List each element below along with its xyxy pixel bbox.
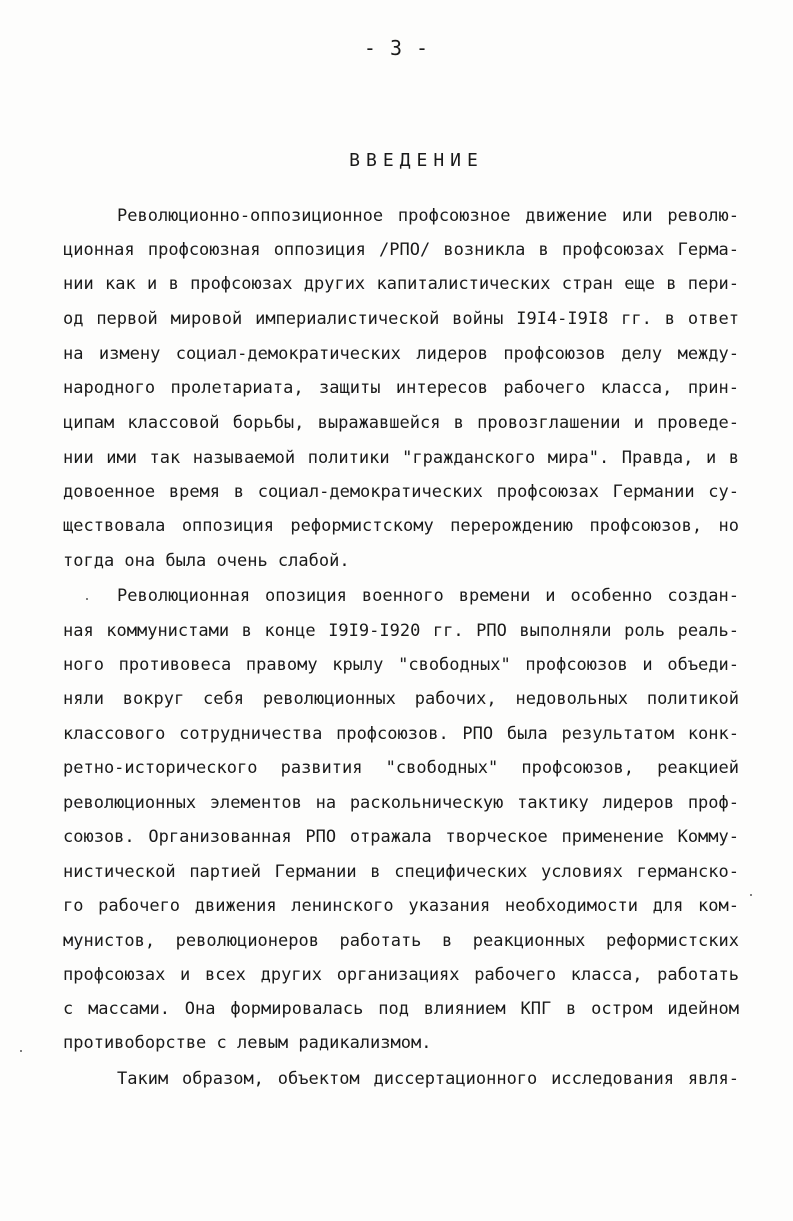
text-line: классового сотрудничества профсоюзов. РПО была результатом конк- (63, 724, 739, 744)
text-line: профсоюзах и всех других организациях рабочего класса, работать (63, 965, 739, 985)
text-line: с массами. Она формировалась под влиянием КПГ в остром идейном (63, 999, 739, 1019)
text-line: од первой мировой империалистической войны I9I4-I9I8 гг. в ответ (63, 309, 739, 329)
scan-speck (20, 1050, 22, 1052)
text-line: на измену социал-демократических лидеров профсоюзов делу между- (63, 344, 739, 364)
scan-speck (750, 894, 752, 896)
text-line: довоенное время в социал-демократических профсоюзах Германии су- (63, 482, 739, 502)
text-line: няли вокруг себя революционных рабочих, недовольных политикой (63, 689, 739, 709)
text-line: нии ими так называемой политики "гражданского мира". Правда, и в (63, 448, 739, 468)
text-line: Революционно-оппозиционное профсоюзное движение или револю- (117, 206, 739, 226)
text-line: мунистов, революционеров работать в реакционных реформистских (63, 931, 739, 951)
text-line: ществовала оппозиция реформистскому перерождению профсоюзов, но (63, 516, 739, 536)
text-line: ципам классовой борьбы, выражавшейся в провозглашении и проведе- (63, 413, 739, 433)
scan-speck (86, 598, 88, 600)
page-number: - 3 - (363, 36, 430, 60)
text-line: Таким образом, объектом диссертационного исследования явля- (117, 1069, 739, 1089)
text-line: ционная профсоюзная оппозиция /РПО/ возникла в профсоюзах Герма- (63, 240, 739, 260)
text-line: ная коммунистами в конце I9I9-I920 гг. РПО выполняли роль реаль- (63, 621, 739, 641)
text-line: ретно-исторического развития "свободных" профсоюзов, реакцией (63, 758, 739, 778)
text-line: нии как и в профсоюзах других капиталистических стран еще в пери- (63, 274, 739, 294)
text-line: тогда она была очень слабой. (63, 551, 350, 571)
text-line: го рабочего движения ленинского указания необходимости для ком- (63, 896, 739, 916)
text-line: Революционная опозиция военного времени и особенно создан- (117, 586, 739, 606)
text-line: нистической партией Германии в специфических условиях германско- (63, 862, 739, 882)
text-line: революционных элементов на раскольническую тактику лидеров проф- (63, 793, 739, 813)
text-line: ного противовеса правому крылу "свободных" профсоюзов и объеди- (63, 655, 739, 675)
text-line: союзов. Организованная РПО отражала творческое применение Комму- (63, 827, 739, 847)
section-heading: ВВЕДЕНИЕ (349, 150, 484, 171)
text-line: противоборстве с левым радикализмом. (63, 1033, 432, 1053)
text-line: народного пролетариата, защиты интересов рабочего класса, прин- (63, 378, 739, 398)
